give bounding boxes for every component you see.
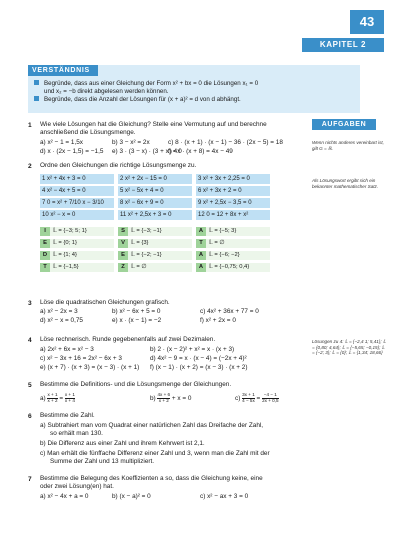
task-4d: d) 4x² − 9 = x · (x − 4) = (−2x + 4)² [150, 355, 247, 362]
task-3-text: Löse die quadratischen Gleichungen grafisch. [40, 299, 170, 306]
equation-cell: 1 x² + 4x + 3 = 0 [40, 174, 114, 184]
solution-letter: A [196, 251, 206, 260]
solution-cell [40, 251, 114, 260]
note-solution-word: Als Lösungswort ergibt sich ein bekannter mathematischer Satz. [312, 178, 379, 189]
task-1-number: 1 [28, 122, 32, 129]
task-2-number: 2 [28, 163, 32, 170]
solution-letter: E [40, 239, 50, 248]
verstaendnis-item-1: Begründe, dass aus einer Gleichung der Form x² + bx = 0 die Lösungen x₁ = 0 [34, 80, 258, 88]
solution-set: 𝕃 = {−6; −2} [209, 252, 240, 258]
task-3c: c) 4x² + 36x + 77 = 0 [200, 308, 259, 315]
solution-letter: T [196, 239, 206, 248]
task-7-number: 7 [28, 476, 32, 483]
task-4-number: 4 [28, 337, 32, 344]
equation-cell: 5 x² − 5x + 4 = 0 [118, 186, 192, 196]
task-4b: b) 2 · (x − 2)² + x² = x · (x + 3) [150, 346, 235, 353]
task-4-text: Löse rechnerisch. Runde gegebenenfalls auf zwei Dezimalen. [40, 336, 216, 343]
solution-letter: Z [118, 263, 128, 272]
task-7c: c) x² − ax + 3 = 0 [200, 493, 249, 500]
solution-letter: A [196, 227, 206, 236]
task-6c: c) Man erhält die fünffache Differenz einer Zahl und 3, wenn man die Zahl mit der [40, 450, 270, 457]
task-5c: c) $\frac{3x + 1}{4 - 5x}$ = $\frac{-4 - 1}{2x + 0,5}$ [235, 392, 279, 403]
solution-cell [196, 251, 270, 260]
task-4f: f) (x − 1) · (x + 2) = (x − 3) · (x + 2) [150, 364, 248, 371]
task-1a: a) x² − 1 = 1,5x [40, 139, 83, 146]
verstaendnis-item-1-cont: und x₂ = −b direkt abgelesen werden können. [44, 88, 169, 95]
solution-set: 𝕃 = {0; 1} [53, 240, 77, 246]
verstaendnis-box [28, 65, 360, 113]
solution-letter: E [118, 251, 128, 260]
solution-letter: A [196, 263, 206, 272]
solution-set: 𝕃 = ∅ [131, 264, 147, 270]
solution-cell [40, 239, 114, 248]
bullet-icon [34, 96, 39, 101]
solution-cell [196, 227, 270, 236]
task-1e: e) 3 · (3 − x) · (3 + x) = 0 [112, 148, 182, 155]
task-3e: e) x · (x − 1) = −2 [112, 317, 162, 324]
task-7a: a) x² − 4x + a = 0 [40, 493, 89, 500]
solution-set: 𝕃 = {−5; 3} [209, 228, 237, 234]
verstaendnis-title: VERSTÄNDNIS [28, 65, 98, 76]
task-5-text: Bestimme die Definitions- und die Lösungsmenge der Gleichungen. [40, 381, 232, 388]
bullet-icon [34, 80, 39, 85]
task-7b: b) (x − a)² = 0 [112, 493, 151, 500]
task-4a: a) 2x² + 6x = x² − 3 [40, 346, 94, 353]
equation-cell: 12 0 = 12 + 8x + x² [196, 210, 270, 220]
task-3b: b) x² − 6x + 5 = 0 [112, 308, 161, 315]
task-2-text: Ordne den Gleichungen die richtige Lösungsmenge zu. [40, 162, 197, 169]
solution-cell [196, 263, 270, 272]
solution-cell [118, 239, 192, 248]
equation-cell: 9 x² + 2,5x − 3,5 = 0 [196, 198, 270, 208]
task-1c: c) 8 · (x + 1) · (x − 1) − 36 · (2x − 5) = 18 [168, 139, 283, 146]
fraction: $\frac{4x + 6}{x + 2}$ [157, 392, 171, 403]
note-solutions-4: Lösungen zu 4: 𝕃 = {−2,4 1; 5,41}; 𝕃 = {0,80; 4,64}; 𝕃 = {−5,65; −0,15}; 𝕃 = {−2; 3}; 𝕃 = {0}; 𝕃 = {1,34; 18,66} [312, 339, 386, 356]
solution-set: 𝕃 = ∅ [209, 240, 225, 246]
solution-letter: D [40, 251, 50, 260]
verstaendnis-item-2: Begründe, dass die Anzahl der Lösungen für (x + a)² = d von d abhängt. [34, 96, 241, 104]
aufgaben-label: AUFGABEN [312, 119, 376, 130]
equation-cell: 7 0 = x² + 7/10 x − 3/10 [40, 198, 114, 208]
solution-cell [40, 263, 114, 272]
note-default-set: Wenn nichts anderes vereinbart ist, gilt G = ℝ. [312, 140, 384, 151]
equation-cell: 4 x² − 4x + 5 = 0 [40, 186, 114, 196]
chapter-label: KAPITEL 2 [302, 38, 384, 52]
task-3d: d) x² − x = 0,75 [40, 317, 83, 324]
task-3f: f) x² + 2x = 0 [200, 317, 236, 324]
solution-set: 𝕃 = {1; 4} [53, 252, 77, 258]
task-5-number: 5 [28, 382, 32, 389]
solution-cell [40, 227, 114, 236]
task-6-text: Bestimme die Zahl. [40, 412, 95, 419]
task-3a: a) x² − 2x = 3 [40, 308, 78, 315]
task-6b: b) Die Differenz aus einer Zahl und ihrem Kehrwert ist 2,1. [40, 440, 205, 447]
fraction: $\frac{x + 1}{x + 4}$ [64, 392, 75, 403]
solution-cell [196, 239, 270, 248]
task-3-number: 3 [28, 300, 32, 307]
task-1-text: Wie viele Lösungen hat die Gleichung? Stelle eine Vermutung auf und berechne [40, 121, 267, 128]
task-5b: b) $\frac{4x + 6}{x + 2}$ + x = 0 [150, 392, 192, 403]
task-6a-cont: so erhält man 130. [50, 430, 103, 437]
solution-set: 𝕃 = {−3; 5; 1} [53, 228, 87, 234]
task-4e: e) (x + 7) · (x + 3) = (x − 3) · (x + 1) [40, 364, 140, 371]
fraction: $\frac{-4 - 1}{2x + 0,5}$ [262, 392, 279, 403]
equation-cell: 11 x² + 2,5x + 3 = 0 [118, 210, 192, 220]
task-6-number: 6 [28, 413, 32, 420]
equation-cell: 8 x² − 6x + 9 = 0 [118, 198, 192, 208]
solution-set: 𝕃 = {−0,75; 0,4} [209, 264, 250, 270]
solution-letter: V [118, 239, 128, 248]
equation-cell: 3 x² + 3x + 2,25 = 0 [196, 174, 270, 184]
task-7-text-cont: oder zwei Lösung(en) hat. [40, 483, 114, 490]
task-1d: d) x · (2x − 1,5) = −1,5 [40, 148, 104, 155]
task-1f: f) 4x · (x + 8) = 4x − 49 [168, 148, 233, 155]
solution-set: 𝕃 = {−1,5} [53, 264, 79, 270]
fraction: $\frac{x + 1}{x + 2}$ [47, 392, 58, 403]
equation-cell: 6 x² + 3x + 2 = 0 [196, 186, 270, 196]
solution-set: 𝕃 = {−3; −1} [131, 228, 162, 234]
page-number: 43 [350, 10, 384, 34]
solution-letter: S [118, 227, 128, 236]
solution-cell [118, 227, 192, 236]
solution-cell [118, 251, 192, 260]
solution-letter: I [40, 227, 50, 236]
task-7-text: Bestimme die Belegung des Koeffizienten a so, dass die Gleichung keine, eine [40, 475, 263, 482]
task-1b: b) 3 − x² = 2x [112, 139, 150, 146]
fraction: $\frac{3x + 1}{4 - 5x}$ [242, 392, 255, 403]
task-5a: a) $\frac{x + 1}{x + 2}$ = $\frac{x + 1}{x + 4}$ [40, 392, 75, 403]
solution-cell [118, 263, 192, 272]
solution-set: 𝕃 = {−2; −1} [131, 252, 162, 258]
task-1-text-cont: anschließend die Lösungsmenge. [40, 129, 136, 136]
solution-letter: T [40, 263, 50, 272]
equation-cell: 2 x² + 2x − 15 = 0 [118, 174, 192, 184]
task-6c-cont: Summe der Zahl und 13 multipliziert. [50, 458, 155, 465]
task-6a: a) Subtrahiert man vom Quadrat einer natürlichen Zahl das Dreifache der Zahl, [40, 422, 264, 429]
solution-set: 𝕃 = {3} [131, 240, 149, 246]
equation-cell: 10 x² − x = 0 [40, 210, 114, 220]
task-4c: c) x² − 3x + 16 = 2x² − 6x + 3 [40, 355, 122, 362]
